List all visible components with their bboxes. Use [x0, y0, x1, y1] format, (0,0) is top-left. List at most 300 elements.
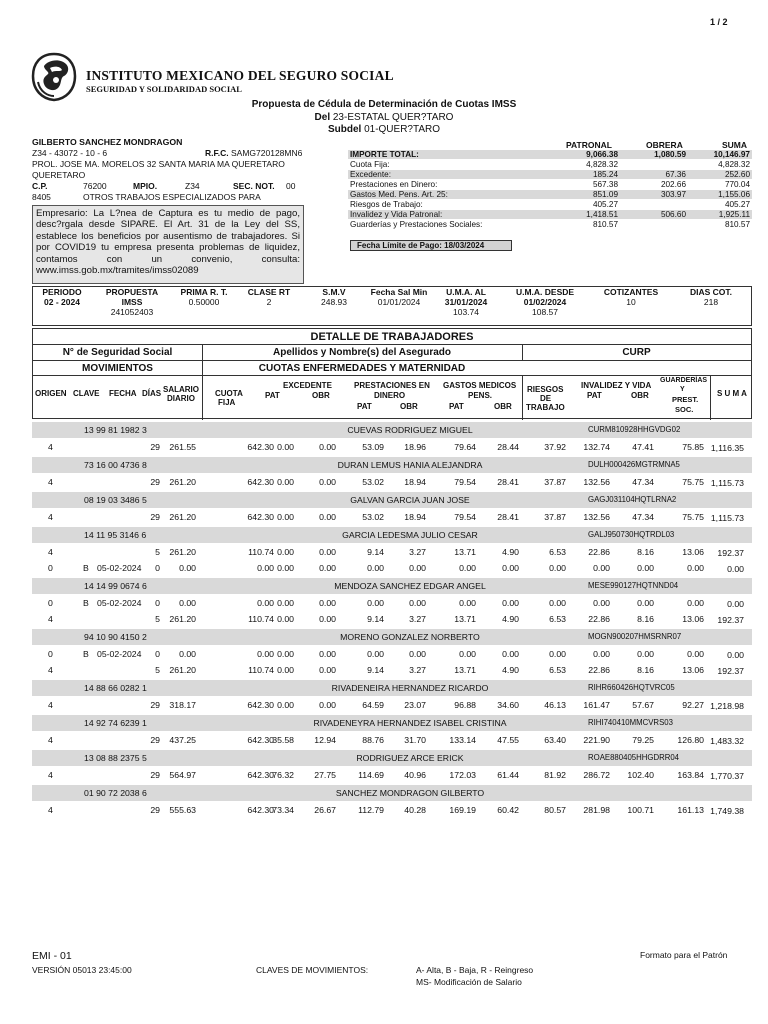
cell-11: 28.44: [497, 442, 519, 452]
cell-12: 0.00: [549, 598, 566, 608]
cell-12: 80.57: [544, 805, 566, 815]
cell-4: 437.25: [169, 735, 196, 745]
worker-header-row: [32, 680, 752, 696]
worker-curp: GALJ950730HQTRDL03: [588, 530, 675, 539]
cell-4: 261.20: [169, 614, 196, 624]
cell-9: 40.28: [404, 805, 426, 815]
worker-curp: RIHI740410MMCVRS03: [588, 718, 673, 727]
salario-header-2: DIARIO: [167, 394, 195, 403]
prima-value: 0.50000: [188, 297, 220, 307]
excedente-header: EXCEDENTE: [283, 381, 332, 390]
cell-15: 0.00: [687, 563, 704, 573]
cell-12: 6.53: [549, 547, 566, 557]
worker-data-row: [32, 732, 752, 748]
document-title: Propuesta de Cédula de Determinación de Cuotas IMSS: [251, 99, 517, 110]
cell-8: 112.79: [358, 805, 384, 815]
cell-13: 22.86: [588, 665, 610, 675]
guarderias-header-2: Y: [680, 386, 685, 393]
cell-16: 1,770.37: [710, 771, 744, 781]
cell-10: 13.71: [454, 665, 476, 675]
cell-0: 4: [48, 805, 53, 815]
imss-logo: [30, 52, 78, 102]
worker-name: RIVADENEIRA HERNANDEZ RICARDO: [331, 683, 489, 693]
cell-4: 564.97: [169, 770, 196, 780]
claves-label: CLAVES DE MOVIMIENTOS:: [256, 965, 369, 975]
cell-1: B: [83, 598, 89, 608]
clave-header: CLAVE: [73, 389, 100, 398]
cell-14: 57.67: [632, 700, 654, 710]
cell-6: 0.00: [277, 512, 294, 522]
worker-curp: DULH000426MGTRMNA5: [588, 460, 680, 469]
cell-6: 0.00: [277, 563, 294, 573]
cell-13: 0.00: [593, 563, 610, 573]
cell-3: 5: [155, 614, 160, 624]
prest-header-2: DINERO: [374, 391, 406, 400]
notice-box: Empresario: La L?nea de Captura es tu medio de pago, desc?rgala desde SIPARE. El Art. 31 de la Ley del SS, establece los beneficios por ausentismo de trabajadores. Si por COVID19 tu empresa presenta problemas de liquidez, contamos con un convenio, consulta: www.imss.gob.mx/tramites/imss02089: [32, 205, 304, 284]
cp-value: 76200: [83, 181, 107, 191]
cell-7: 0.00: [319, 442, 336, 452]
importe-patronal: 567.38: [592, 180, 618, 189]
cell-16: 1,116.35: [710, 443, 744, 453]
cell-9: 40.96: [404, 770, 426, 780]
cell-8: 0.00: [367, 563, 384, 573]
delegacion: [0, 112, 768, 123]
cell-16: 0.00: [727, 599, 744, 609]
cell-3: 29: [150, 477, 160, 487]
cotizantes-value: 10: [626, 297, 636, 307]
cell-15: 126.80: [677, 735, 704, 745]
subdel-value: 01-QUER?TARO: [364, 124, 441, 135]
importe-patronal: 1,418.51: [586, 210, 618, 219]
importe-label: Cuota Fija:: [350, 160, 390, 169]
worker-name: CUEVAS RODRIGUEZ MIGUEL: [347, 425, 473, 435]
cell-11: 0.00: [502, 563, 519, 573]
cell-1: B: [83, 649, 89, 659]
period-box: [32, 286, 752, 326]
subdelegacion: [0, 124, 768, 135]
worker-name: SANCHEZ MONDRAGON GILBERTO: [335, 788, 485, 798]
version: VERSIÓN 05013 23:45:00: [32, 965, 132, 975]
cell-0: 4: [48, 547, 53, 557]
importe-patronal: 405.27: [592, 200, 618, 209]
worker-data-row: [32, 646, 752, 662]
cell-12: 81.92: [544, 770, 566, 780]
riesgos-header-2: DE: [540, 394, 552, 403]
cell-16: 192.37: [717, 666, 744, 676]
claves-1: A- Alta, B - Baja, R - Reingreso: [416, 965, 534, 975]
cell-15: 75.75: [682, 512, 704, 522]
periodo-value: 02 - 2024: [44, 297, 80, 307]
detail-table-header: [32, 328, 752, 419]
cell-3: 5: [155, 665, 160, 675]
salario-header-1: SALARIO: [163, 385, 199, 394]
suma-header: SUMA: [722, 140, 748, 150]
employer-registro: Z34 - 43072 - 10 - 6: [32, 148, 108, 158]
cell-11: 0.00: [502, 598, 519, 608]
worker-nss: 14 11 95 3146 6: [84, 530, 147, 540]
importe-patronal: 185.24: [592, 170, 618, 179]
fecha-header: FECHA: [109, 389, 137, 398]
cell-13: 22.86: [588, 614, 610, 624]
worker-header-row: [32, 715, 752, 731]
cell-6: 0.00: [277, 649, 294, 659]
institution-name: INSTITUTO MEXICANO DEL SEGURO SOCIAL: [86, 68, 394, 83]
secnot-label: SEC. NOT.: [233, 181, 275, 191]
propuesta-cell: [91, 287, 173, 325]
worker-header-row: [32, 492, 752, 508]
cell-5: 642.30: [247, 735, 274, 745]
guarderias-header-1: GUARDERÍAS: [660, 377, 708, 384]
cell-11: 0.00: [502, 649, 519, 659]
cell-10: 13.71: [454, 614, 476, 624]
worker-nss: 01 90 72 2038 6: [84, 788, 147, 798]
riesgos-header-3: TRABAJO: [526, 403, 565, 412]
cell-1: B: [83, 563, 89, 573]
worker-data-row: [32, 544, 752, 560]
worker-nss: 08 19 03 3486 5: [84, 495, 147, 505]
cell-3: 29: [150, 700, 160, 710]
cell-6: 0.00: [277, 598, 294, 608]
cell-8: 0.00: [367, 649, 384, 659]
fecha-limite: Fecha Límite de Pago: 18/03/2024: [350, 240, 512, 251]
importe-obrera: 202.66: [660, 180, 686, 189]
uma-desde-header-1: U.M.A. DESDE: [515, 287, 575, 297]
prima-cell: [173, 287, 235, 325]
excedente-obr: OBR: [312, 391, 330, 400]
cell-14: 8.16: [637, 547, 654, 557]
worker-nss: 13 99 81 1982 3: [84, 425, 147, 435]
cell-5: 642.30: [247, 442, 274, 452]
gastos-pat: PAT: [449, 402, 464, 411]
cell-0: 0: [48, 649, 53, 659]
worker-curp: MESE990127HQTNND04: [588, 581, 679, 590]
excedente-pat: PAT: [265, 391, 280, 400]
cell-16: 1,749.38: [710, 806, 744, 816]
cell-7: 0.00: [319, 512, 336, 522]
prest-header-1: PRESTACIONES EN: [354, 381, 430, 390]
cell-4: 261.55: [169, 442, 196, 452]
cell-3: 0: [155, 563, 160, 573]
subdel-label: Subdel: [327, 124, 362, 135]
smv-value: 248.93: [321, 297, 347, 307]
cell-8: 0.00: [367, 598, 384, 608]
importe-obrera: 506.60: [660, 210, 686, 219]
nss-header: N° de Seguridad Social: [62, 347, 173, 358]
cell-8: 114.69: [358, 770, 384, 780]
cell-12: 6.53: [549, 665, 566, 675]
cell-14: 100.71: [627, 805, 654, 815]
cell-5: 110.74: [248, 665, 274, 675]
cell-0: 4: [48, 614, 53, 624]
cell-12: 37.87: [544, 477, 566, 487]
dias-col-header: DÍAS: [142, 389, 162, 398]
cell-0: 4: [48, 735, 53, 745]
propuesta-header-2: IMSS: [121, 297, 143, 307]
cell-0: 4: [48, 770, 53, 780]
cell-11: 34.60: [497, 700, 519, 710]
invalidez-pat: PAT: [587, 391, 602, 400]
cell-15: 75.75: [682, 477, 704, 487]
worker-name: MORENO GONZALEZ NORBERTO: [340, 632, 480, 642]
worker-nss: 14 88 66 0282 1: [84, 683, 147, 693]
cell-7: 27.75: [314, 770, 336, 780]
cell-11: 47.55: [497, 735, 519, 745]
worker-header-row: [32, 578, 752, 594]
cell-0: 4: [48, 700, 53, 710]
guarderias-header-3: PREST.: [672, 395, 699, 404]
cell-4: 0.00: [179, 563, 196, 573]
cell-0: 0: [48, 563, 53, 573]
cell-7: 0.00: [319, 598, 336, 608]
claves-2: MS- Modificación de Salario: [416, 977, 522, 987]
uma-al-header-2: 31/01/2024: [444, 297, 488, 307]
cell-5: 642.30: [247, 770, 274, 780]
rfc-value: SAMG720128MN6: [231, 148, 303, 158]
cell-0: 4: [48, 442, 53, 452]
cell-14: 0.00: [637, 649, 654, 659]
importe-label: Excedente:: [350, 170, 391, 179]
patronal-header: PATRONAL: [566, 140, 612, 150]
cell-4: 0.00: [179, 649, 196, 659]
worker-name: MENDOZA SANCHEZ EDGAR ANGEL: [334, 581, 486, 591]
suma-col-header: S U M A: [717, 389, 747, 398]
prima-header: PRIMA R. T.: [180, 287, 228, 297]
cell-5: 642.30: [247, 805, 274, 815]
curp-header: CURP: [622, 347, 651, 358]
cell-12: 37.87: [544, 512, 566, 522]
cell-0: 4: [48, 512, 53, 522]
dias-cell: [671, 287, 751, 325]
uma-desde-cell: [499, 287, 591, 325]
cell-5: 0.00: [257, 598, 274, 608]
cell-7: 0.00: [319, 700, 336, 710]
dias-value: 218: [703, 297, 719, 307]
cell-3: 29: [150, 442, 160, 452]
worker-curp: ROAE880405HHGDRR04: [588, 753, 680, 762]
employer-name: GILBERTO SANCHEZ MONDRAGON: [32, 137, 183, 147]
prest-pat: PAT: [357, 402, 372, 411]
origen-header: ORIGEN: [35, 389, 67, 398]
cell-10: 79.54: [454, 512, 476, 522]
secnot-value: 00: [286, 181, 296, 191]
employer-address-2: QUERETARO: [32, 170, 86, 180]
cell-16: 0.00: [727, 650, 744, 660]
dias-header: DIAS COT.: [689, 287, 733, 297]
worker-name: GARCIA LEDESMA JULIO CESAR: [342, 530, 478, 540]
cell-14: 79.25: [632, 735, 654, 745]
importe-suma: 252.60: [724, 170, 750, 179]
cell-16: 192.37: [717, 615, 744, 625]
worker-curp: GAGJ031104HQTLRNA2: [588, 495, 677, 504]
cell-16: 1,115.73: [710, 513, 744, 523]
cell-4: 261.20: [169, 512, 196, 522]
cell-10: 79.54: [454, 477, 476, 487]
importe-row: [348, 160, 752, 169]
cell-6: 0.00: [277, 614, 294, 624]
smv-header: S.M.V: [322, 287, 346, 297]
cell-0: 0: [48, 598, 53, 608]
cell-6: 73.34: [272, 805, 294, 815]
importe-patronal: 4,828.32: [586, 160, 618, 169]
cell-8: 64.59: [362, 700, 384, 710]
gastos-header-1: GASTOS MEDICOS: [443, 381, 517, 390]
importe-suma: 1,155.06: [718, 190, 750, 199]
cell-15: 13.06: [682, 547, 704, 557]
cell-7: 0.00: [319, 477, 336, 487]
cell-4: 261.20: [169, 547, 196, 557]
cell-3: 29: [150, 805, 160, 815]
importe-label: Gastos Med. Pens. Art. 25:: [350, 190, 448, 199]
cell-7: 0.00: [319, 563, 336, 573]
cell-12: 63.40: [544, 735, 566, 745]
cell-11: 28.41: [497, 477, 519, 487]
invalidez-obr: OBR: [631, 391, 649, 400]
importe-patronal: 810.57: [592, 220, 618, 229]
cell-13: 221.90: [583, 735, 610, 745]
cell-9: 18.94: [404, 477, 426, 487]
uma-al-value: 103.74: [453, 307, 479, 317]
cell-2: 05-02-2024: [97, 598, 142, 608]
cell-2: 05-02-2024: [97, 563, 142, 573]
clase-cell: [235, 287, 303, 325]
cell-10: 0.00: [459, 598, 476, 608]
worker-data-row: [32, 560, 752, 576]
cell-12: 6.53: [549, 614, 566, 624]
worker-data-row: [32, 509, 752, 525]
cell-3: 5: [155, 547, 160, 557]
rfc-label: R.F.C.: [205, 148, 229, 158]
worker-data-row: [32, 802, 752, 818]
cell-0: 4: [48, 665, 53, 675]
cell-6: 0.00: [277, 477, 294, 487]
cell-3: 29: [150, 770, 160, 780]
cell-7: 0.00: [319, 547, 336, 557]
cell-14: 47.34: [632, 477, 654, 487]
cell-12: 0.00: [549, 649, 566, 659]
cell-4: 555.63: [169, 805, 196, 815]
cell-9: 0.00: [409, 563, 426, 573]
cell-10: 13.71: [454, 547, 476, 557]
fecha-sal-header: Fecha Sal Min: [370, 287, 428, 297]
clase-header: CLASE RT: [247, 287, 291, 297]
cell-7: 12.94: [314, 735, 336, 745]
detalle-title: DETALLE DE TRABAJADORES: [310, 331, 474, 343]
obrera-header: OBRERA: [646, 140, 683, 150]
employer-rfc: [205, 148, 302, 158]
importe-patronal: 851.09: [592, 190, 618, 199]
worker-name: GALVAN GARCIA JUAN JOSE: [350, 495, 470, 505]
gastos-obr: OBR: [494, 402, 512, 411]
cell-14: 0.00: [637, 598, 654, 608]
smv-cell: [303, 287, 365, 325]
cell-11: 4.90: [502, 614, 519, 624]
worker-header-row: [32, 785, 752, 801]
importe-suma: 10,146.97: [713, 150, 750, 159]
cell-16: 1,218.98: [710, 701, 744, 711]
importe-suma: 1,925.11: [718, 210, 750, 219]
importe-row: [348, 150, 752, 159]
cell-14: 0.00: [637, 563, 654, 573]
gastos-header-2: PENS.: [468, 391, 493, 400]
cell-9: 0.00: [409, 598, 426, 608]
cell-4: 261.20: [169, 665, 196, 675]
worker-data-row: [32, 439, 752, 455]
del-value: 23-ESTATAL QUER?TARO: [332, 112, 454, 123]
cell-4: 0.00: [179, 598, 196, 608]
guarderias-header-4: SOC.: [675, 405, 694, 414]
importe-label: IMPORTE TOTAL:: [350, 150, 419, 159]
cell-12: 46.13: [544, 700, 566, 710]
cell-5: 642.30: [247, 512, 274, 522]
cell-5: 110.74: [248, 547, 274, 557]
worker-curp: MOGN900207HMSRNR07: [588, 632, 682, 641]
cell-15: 163.84: [677, 770, 704, 780]
cell-15: 13.06: [682, 614, 704, 624]
uma-al-header-1: U.M.A. AL: [446, 287, 486, 297]
cell-10: 79.64: [454, 442, 476, 452]
cell-11: 61.44: [497, 770, 519, 780]
cell-7: 26.67: [314, 805, 336, 815]
page-number: 1 / 2: [710, 17, 728, 27]
cell-15: 0.00: [687, 649, 704, 659]
cell-8: 53.09: [362, 442, 384, 452]
clase-value: 2: [266, 297, 272, 307]
cell-10: 0.00: [459, 649, 476, 659]
periodo-header: PERIODO: [42, 287, 82, 297]
institution-tagline: SEGURIDAD Y SOLIDARIDAD SOCIAL: [86, 84, 242, 94]
worker-nss: 13 08 88 2375 5: [84, 753, 147, 763]
cell-15: 13.06: [682, 665, 704, 675]
worker-name: RODRIGUEZ ARCE ERICK: [356, 753, 464, 763]
worker-nss: 14 14 99 0674 6: [84, 581, 147, 591]
worker-nss: 14 92 74 6239 1: [84, 718, 147, 728]
importe-suma: 4,828.32: [718, 160, 750, 169]
cell-6: 0.00: [277, 442, 294, 452]
mpio-value: Z34: [185, 181, 200, 191]
cell-10: 172.03: [449, 770, 476, 780]
cell-4: 318.17: [169, 700, 196, 710]
importe-row: [348, 200, 752, 209]
worker-data-row: [32, 474, 752, 490]
cell-6: 76.32: [272, 770, 294, 780]
cell-13: 132.74: [583, 442, 610, 452]
importe-suma: 770.04: [724, 180, 750, 189]
cell-6: 0.00: [277, 700, 294, 710]
propuesta-value: 241052403: [110, 307, 154, 317]
cell-13: 281.98: [583, 805, 610, 815]
cell-16: 192.37: [717, 548, 744, 558]
cell-10: 96.88: [454, 700, 476, 710]
cell-12: 0.00: [549, 563, 566, 573]
worker-data-row: [32, 767, 752, 783]
worker-header-row: [32, 750, 752, 766]
fecha-sal-cell: [365, 287, 433, 325]
cell-9: 3.27: [409, 547, 426, 557]
cell-14: 8.16: [637, 614, 654, 624]
prest-obr: OBR: [400, 402, 418, 411]
cell-10: 169.19: [449, 805, 476, 815]
cell-13: 161.47: [583, 700, 610, 710]
uma-al-cell: [433, 287, 499, 325]
nombre-header: Apellidos y Nombre(s) del Asegurado: [273, 347, 451, 358]
importe-row: [348, 190, 752, 199]
cell-3: 29: [150, 735, 160, 745]
riesgos-header-1: RIESGOS: [527, 385, 564, 394]
cell-13: 286.72: [583, 770, 610, 780]
cell-8: 9.14: [367, 614, 384, 624]
cell-13: 132.56: [583, 477, 610, 487]
worker-data-row: [32, 595, 752, 611]
